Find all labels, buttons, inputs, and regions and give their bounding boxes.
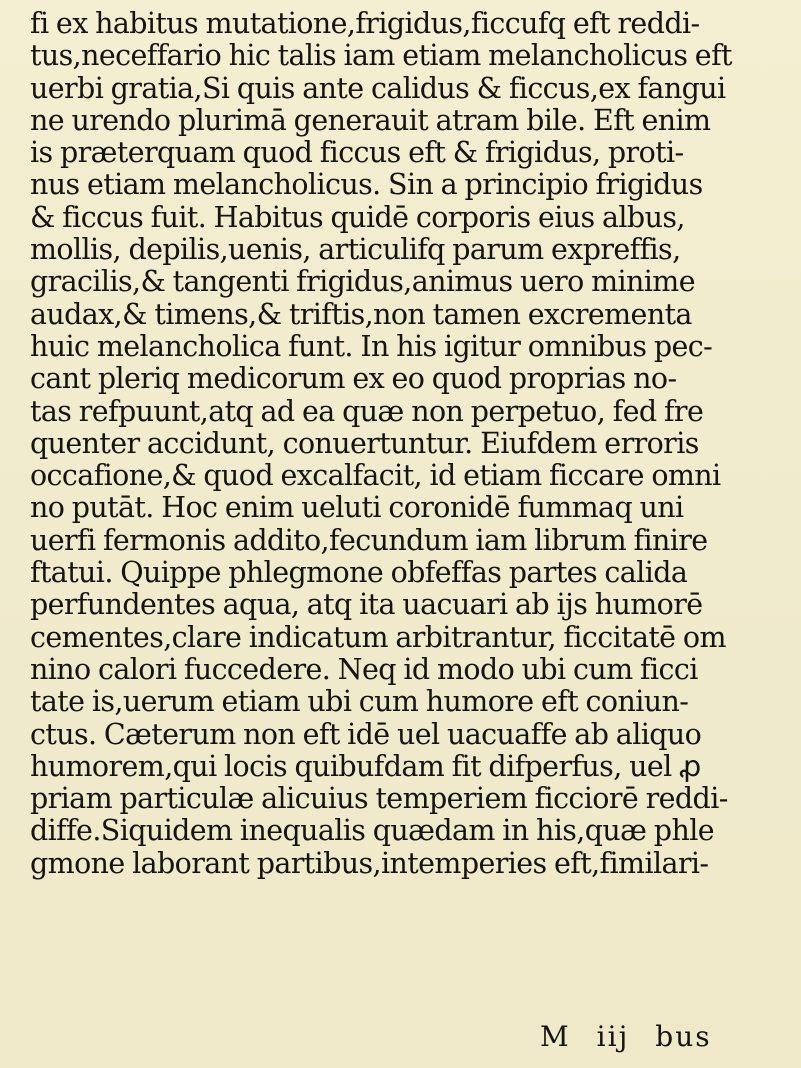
- text-line: priam particulæ alicuius temperiem ficciorē reddi-: [30, 782, 728, 816]
- text-line: ftatui. Quippe phlegmone obfeffas partes calida: [30, 556, 688, 590]
- text-line: is præterquam quod ficcus eft & frigidus, proti-: [30, 136, 684, 170]
- text-line: fi ex habitus mutatione,frigidus,ficcufq eft reddi-: [30, 7, 700, 40]
- text-line: huic melancholica funt. In his igitur omnibus pec-: [30, 329, 713, 363]
- text-line: no putāt. Hoc enim ueluti coronidē fummaq uni: [30, 491, 684, 525]
- text-line: diffe.Siquidem inequalis quædam in his,quæ phle: [30, 814, 714, 848]
- text-line: uerfi fermonis addito,fecundum iam librum finire: [30, 523, 708, 557]
- catchword: bus: [655, 1020, 712, 1053]
- text-line: ctus. Cæterum non eft idē uel uacuaffe ab aliquo: [30, 717, 702, 751]
- text-line: tas refpuunt,atq ad ea quæ non perpetuo, fed fre: [30, 394, 704, 428]
- text-line: & ficcus fuit. Habitus quidē corporis eius albus,: [30, 200, 685, 234]
- signature-line: [540, 1020, 738, 1053]
- text-line: gmone laborant partibus,intemperies eft,fimilari-: [30, 846, 709, 880]
- text-line: tus,neceffario hic talis iam etiam melancholicus eft: [30, 39, 732, 73]
- signature-mark: M: [540, 1020, 571, 1053]
- text-line: cant pleriq medicorum ex eo quod proprias no-: [30, 362, 677, 396]
- text-line: cementes,clare indicatum arbitrantur, ficcitatē om: [30, 620, 726, 654]
- text-line: humorem,qui locis quibufdam fit difperfus, uel ꝓ: [30, 749, 701, 783]
- text-line: mollis, depilis,uenis, articulifq parum expreffis,: [30, 233, 681, 267]
- text-line: audax,& timens,& triftis,non tamen excrementa: [30, 297, 692, 331]
- text-line: uerbi gratia,Si quis ante calidus & ficcus,ex fangui: [30, 71, 726, 105]
- text-line: tate is,uerum etiam ubi cum humore eft coniun-: [30, 685, 689, 719]
- text-line: perfundentes aqua, atq ita uacuari ab ijs humorē: [30, 588, 703, 622]
- text-line: quenter accidunt, conuertuntur. Eiufdem erroris: [30, 426, 699, 460]
- text-line: ne urendo plurimā generauit atram bile. Eft enim: [30, 103, 711, 137]
- text-line: gracilis,& tangenti frigidus,animus uero minime: [30, 265, 695, 299]
- text-line: nino calori fuccedere. Neq id modo ubi cum ficci: [30, 652, 698, 686]
- text-block: [30, 8, 770, 880]
- text-line: nus etiam melancholicus. Sin a principio frigidus: [30, 168, 703, 202]
- text-line: occafione,& quod excalfacit, id etiam ficcare omni: [30, 459, 721, 493]
- signature-number: iij: [596, 1020, 630, 1053]
